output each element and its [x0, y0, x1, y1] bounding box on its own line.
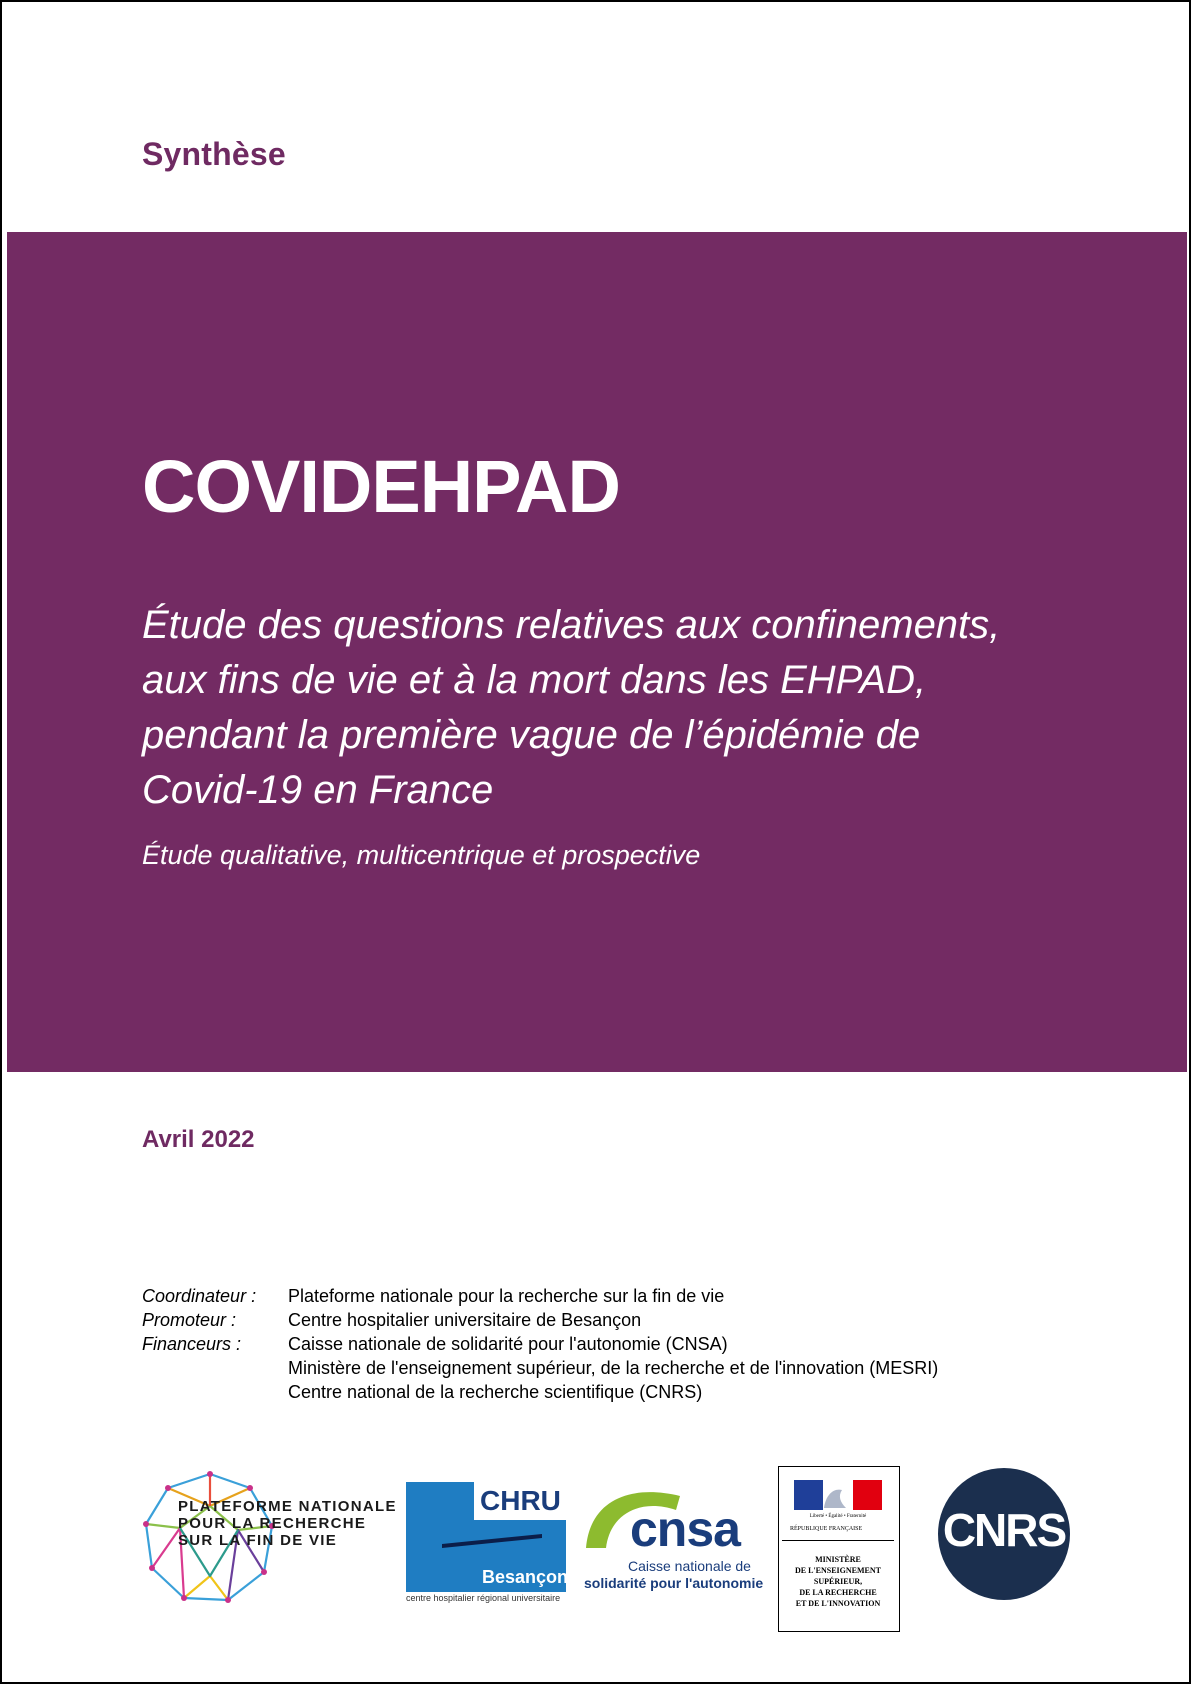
subtitle-line: Covid-19 en France: [142, 768, 494, 812]
cnsa-logo-word: cnsa: [630, 1501, 740, 1557]
chru-stroke-icon: [442, 1530, 542, 1550]
document-title: COVIDEHPAD: [142, 445, 620, 528]
cnsa-logo-caption: Caisse nationale de: [628, 1558, 751, 1574]
subtitle-line: Étude des questions relatives aux confinements,: [142, 603, 1001, 647]
credit-value: Ministère de l'enseignement supérieur, de la recherche et de l'innovation (MESRI): [288, 1358, 939, 1378]
mesri-name: MINISTÈRE DE L'ENSEIGNEMENT SUPÉRIEUR, DE LA RECHERCHE ET DE L'INNOVATION: [794, 1555, 882, 1608]
cnrs-logo-word: [942, 1502, 1066, 1562]
credit-row-promoteur: [142, 1308, 938, 1332]
subtitle-line: pendant la première vague de l’épidémie de: [142, 713, 921, 757]
credit-row-coordinateur: [142, 1284, 938, 1308]
svg-text:CNRS: CNRS: [942, 1504, 1066, 1556]
credit-value: Plateforme nationale pour la recherche sur la fin de vie: [288, 1286, 725, 1306]
document-type-label: Synthèse: [142, 136, 286, 172]
pnrfv-logo-text: PLATEFORME NATIONALE POUR LA RECHERCHE SUR LA FIN DE VIE: [178, 1498, 397, 1549]
credit-row-financeurs: [142, 1332, 938, 1404]
subtitle-line: aux fins de vie et à la mort dans les EHPAD,: [142, 658, 927, 702]
credit-value: Centre national de la recherche scientifique (CNRS): [288, 1382, 703, 1402]
credit-label: Coordinateur :: [142, 1286, 257, 1306]
cnsa-logo-caption: solidarité pour l'autonomie: [584, 1575, 764, 1591]
credit-label: Promoteur :: [142, 1310, 237, 1330]
mesri-republic: RÉPUBLIQUE FRANÇAISE: [790, 1526, 863, 1532]
credit-value: Caisse nationale de solidarité pour l'autonomie (CNSA): [288, 1334, 728, 1354]
document-subtitle: [142, 598, 1142, 818]
credits-block: [142, 1284, 938, 1404]
chru-logo-city: Besançon: [482, 1567, 569, 1587]
chru-logo-caption: centre hospitalier régional universitaire: [406, 1593, 561, 1603]
credit-value: Centre hospitalier universitaire de Besançon: [288, 1310, 642, 1330]
chru-logo-word: CHRU: [480, 1485, 561, 1516]
publication-date: Avril 2022: [142, 1126, 255, 1153]
mesri-motto: Liberté • Égalité • Fraternité: [809, 1514, 867, 1519]
marianne-flag-icon: [794, 1480, 882, 1510]
credit-label: Financeurs :: [142, 1334, 242, 1354]
study-type: Étude qualitative, multicentrique et prospective: [142, 840, 701, 870]
